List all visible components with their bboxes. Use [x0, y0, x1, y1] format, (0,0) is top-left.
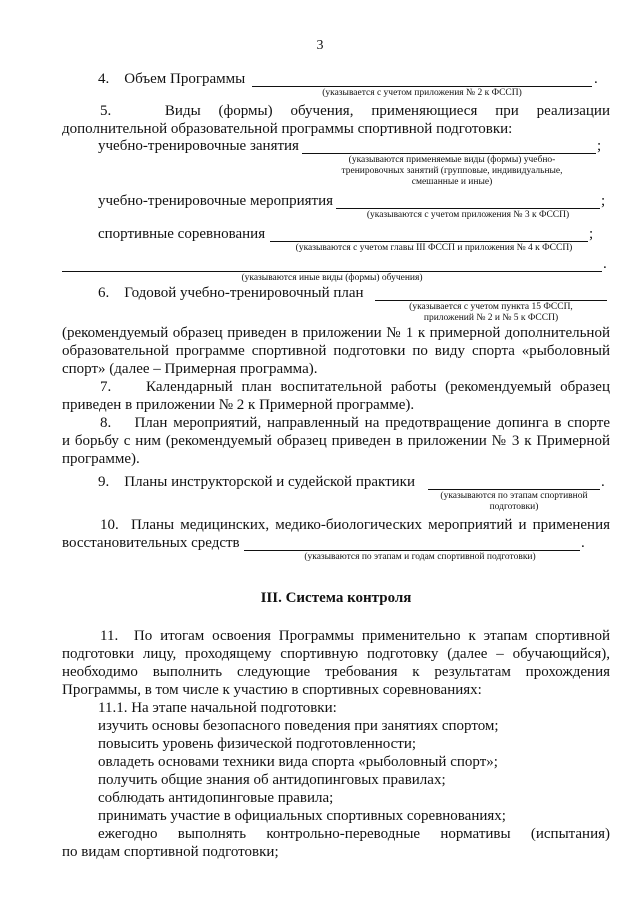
item-9-note-2: подготовки): [489, 502, 539, 512]
item-11-line-3: необходимо выполнить следующие требования к результатам прохождения: [62, 664, 610, 680]
item-6-note-2: приложений № 2 и № 5 к ФССП): [423, 313, 559, 323]
competitions-label: спортивные соревнования: [98, 226, 266, 242]
training-events-label: учебно-тренировочные мероприятия: [98, 193, 334, 209]
other-forms-end: .: [603, 256, 607, 272]
requirement-4: получить общие знания об антидопинговых правилах;: [98, 772, 446, 788]
section-heading: III. Система контроля: [260, 590, 412, 606]
item-11-line-2: подготовки лицу, проходящему спортивную подготовку (далее – обучающийся),: [62, 646, 610, 662]
training-sessions-label: учебно-тренировочные занятия: [98, 138, 299, 154]
item-10-text: [62, 516, 610, 534]
item-5-line-2: дополнительной образовательной программы спортивной подготовки:: [62, 121, 513, 137]
training-events-fill-line: [336, 208, 600, 209]
training-sessions-fill-line: [302, 153, 596, 154]
item-9-fill-line: [428, 489, 600, 490]
item-6-line-1: (рекомендуемый образец приведен в приложении № 1 к примерной дополнительной: [62, 325, 610, 341]
other-forms-fill-line: [62, 271, 602, 272]
requirement-7-line-1-wrap: [98, 825, 610, 843]
training-events-end: ;: [601, 193, 606, 209]
item-7-line-1: 7. Календарный план воспитательной работы (рекомендуемый образец: [100, 379, 610, 395]
requirement-7-line-2: по видам спортивной подготовки;: [62, 844, 279, 860]
item-8-line-2: и борьбу с ним (рекомендуемый образец приведен в приложении № 3 к Примерной: [62, 433, 610, 449]
item-9-note-1: (указываются по этапам спортивной: [440, 491, 588, 501]
item-9-label: 9. Планы инструкторской и судейской практики: [98, 474, 415, 490]
item-7-line-2: приведен в приложении № 2 к Примерной программе).: [62, 397, 415, 413]
competitions-note: (указываются с учетом главы III ФССП и приложения № 4 к ФССП): [295, 243, 573, 253]
item-10-line-1: 10. Планы медицинских, медико-биологических мероприятий и применения: [100, 517, 610, 533]
training-sessions-note-3: смешанные и иные): [411, 177, 493, 187]
item-6-line-2: образовательной программе спортивной подготовки по виду спорта «рыболовный: [62, 343, 610, 359]
item-4-end: .: [594, 71, 598, 87]
item-4-label: 4. Объем Программы: [98, 71, 246, 87]
item-6-note-1: (указывается с учетом пункта 15 ФССП,: [409, 302, 573, 312]
item-8-text: [62, 414, 610, 468]
item-11-line-4: Программы, в том числе к участию в спортивных соревнованиях:: [62, 682, 482, 698]
item-4-fill-line: [252, 86, 592, 87]
item-7-text: [62, 378, 610, 414]
item-11-line-1: 11. По итогам освоения Программы применительно к этапам спортивной: [100, 628, 610, 644]
other-forms-note: (указываются иные виды (формы) обучения): [241, 273, 423, 283]
item-10-end: .: [581, 535, 585, 551]
item-8-line-1: 8. План мероприятий, направленный на предотвращение допинга в спорте: [100, 415, 610, 431]
item-9-end: .: [601, 474, 605, 490]
item-6-label: 6. Годовой учебно-тренировочный план: [98, 285, 364, 301]
item-5-text: [62, 102, 610, 138]
requirement-2: повысить уровень физической подготовленности;: [98, 736, 417, 752]
item-8-line-3: программе).: [62, 451, 140, 467]
page-number: 3: [316, 38, 324, 53]
requirement-6: принимать участие в официальных спортивных соревнованиях;: [98, 808, 506, 824]
item-5-line-1: 5. Виды (формы) обучения, применяющиеся при реализации: [100, 103, 610, 119]
item-4-note: (указывается с учетом приложения № 2 к ФССП): [322, 88, 522, 98]
item-6-fill-line: [375, 300, 607, 301]
item-10-note: (указываются по этапам и годам спортивной подготовки): [304, 552, 536, 562]
competitions-end: ;: [589, 226, 594, 242]
training-sessions-note-2: тренировочных занятий (групповые, индивидуальные,: [341, 166, 563, 176]
requirement-7-line-1: ежегодно выполнять контрольно-переводные нормативы (испытания): [98, 826, 610, 842]
requirement-1: изучить основы безопасного поведения при занятиях спортом;: [98, 718, 499, 734]
item-11-text: [62, 627, 610, 699]
item-10-fill-line: [244, 550, 580, 551]
item-10-label: восстановительных средств: [62, 535, 240, 551]
requirement-5: соблюдать антидопинговые правила;: [98, 790, 334, 806]
item-6-text: [62, 324, 610, 378]
competitions-fill-line: [270, 241, 588, 242]
subsection-title: 11.1. На этапе начальной подготовки:: [98, 700, 337, 716]
training-events-note: (указываются с учетом приложения № 3 к ФССП): [366, 210, 570, 220]
requirement-3: овладеть основами техники вида спорта «рыболовный спорт»;: [98, 754, 498, 770]
training-sessions-note-1: (указываются применяемые виды (формы) учебно-: [348, 155, 556, 165]
training-sessions-end: ;: [597, 138, 602, 154]
item-6-line-3: спорт» (далее – Примерная программа).: [62, 361, 318, 377]
